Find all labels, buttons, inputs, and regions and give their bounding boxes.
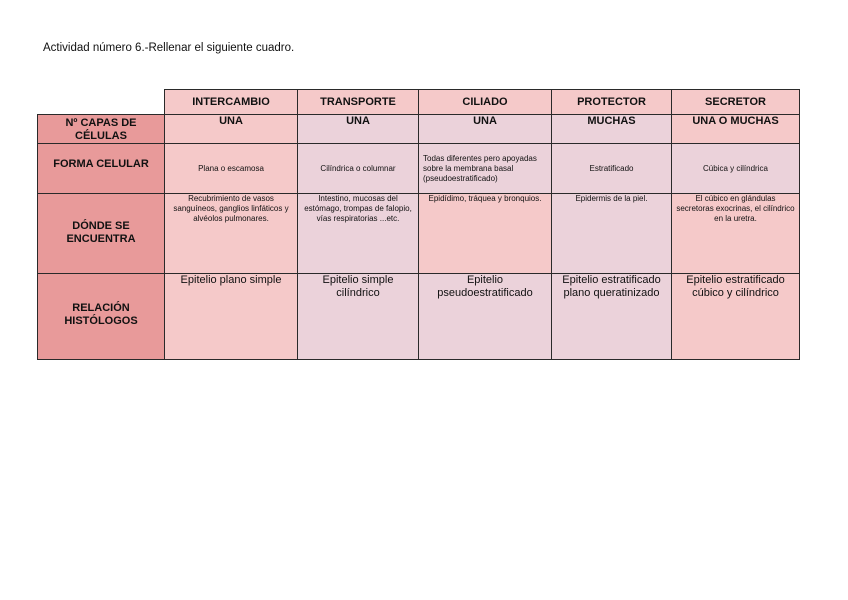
table-cell: Intestino, mucosas del estómago, trompas de falopio, vías respiratorias ...etc. bbox=[298, 194, 419, 274]
table-cell: Epitelio simple cilíndrico bbox=[298, 274, 419, 360]
table-cell: El cúbico en glándulas secretoras exocrinas, el cilíndrico en la uretra. bbox=[672, 194, 800, 274]
column-header-intercambio: INTERCAMBIO bbox=[165, 90, 298, 115]
table-cell: Epitelio estratificado plano queratinizado bbox=[552, 274, 672, 360]
table-cell: Epidídimo, tráquea y bronquios. bbox=[419, 194, 552, 274]
row-header-forma: FORMA CELULAR bbox=[38, 144, 165, 194]
corner-cell bbox=[38, 90, 165, 115]
column-header-secretor: SECRETOR bbox=[672, 90, 800, 115]
table-cell: UNA bbox=[298, 115, 419, 144]
table-cell: UNA O MUCHAS bbox=[672, 115, 800, 144]
table-cell: UNA bbox=[419, 115, 552, 144]
table-cell: Epidermis de la piel. bbox=[552, 194, 672, 274]
table-cell: MUCHAS bbox=[552, 115, 672, 144]
table-cell: Estratificado bbox=[552, 144, 672, 194]
row-header-donde: DÓNDE SE ENCUENTRA bbox=[38, 194, 165, 274]
column-header-ciliado: CILIADO bbox=[419, 90, 552, 115]
epithelium-table bbox=[37, 89, 800, 360]
table-row-capas bbox=[38, 115, 800, 144]
table-cell: UNA bbox=[165, 115, 298, 144]
table-cell: Cilíndrica o columnar bbox=[298, 144, 419, 194]
header-row bbox=[38, 90, 800, 115]
table-cell: Epitelio estratificado cúbico y cilíndrico bbox=[672, 274, 800, 360]
row-header-relacion: RELACIÓN HISTÓLOGOS bbox=[38, 274, 165, 360]
table-row-donde bbox=[38, 194, 800, 274]
table-cell: Epitelio plano simple bbox=[165, 274, 298, 360]
table-cell: Epitelio pseudoestratificado bbox=[419, 274, 552, 360]
table-cell: Cúbica y cilíndrica bbox=[672, 144, 800, 194]
table-row-relacion bbox=[38, 274, 800, 360]
column-header-protector: PROTECTOR bbox=[552, 90, 672, 115]
page-title: Actividad número 6.-Rellenar el siguiente cuadro. bbox=[43, 42, 295, 54]
table-cell: Plana o escamosa bbox=[165, 144, 298, 194]
table-cell: Recubrimiento de vasos sanguíneos, ganglios linfáticos y alvéolos pulmonares. bbox=[165, 194, 298, 274]
row-header-capas: Nº CAPAS DE CÉLULAS bbox=[38, 115, 165, 144]
table-cell: Todas diferentes pero apoyadas sobre la membrana basal (pseudoestratificado) bbox=[419, 144, 552, 194]
column-header-transporte: TRANSPORTE bbox=[298, 90, 419, 115]
table-row-forma bbox=[38, 144, 800, 194]
